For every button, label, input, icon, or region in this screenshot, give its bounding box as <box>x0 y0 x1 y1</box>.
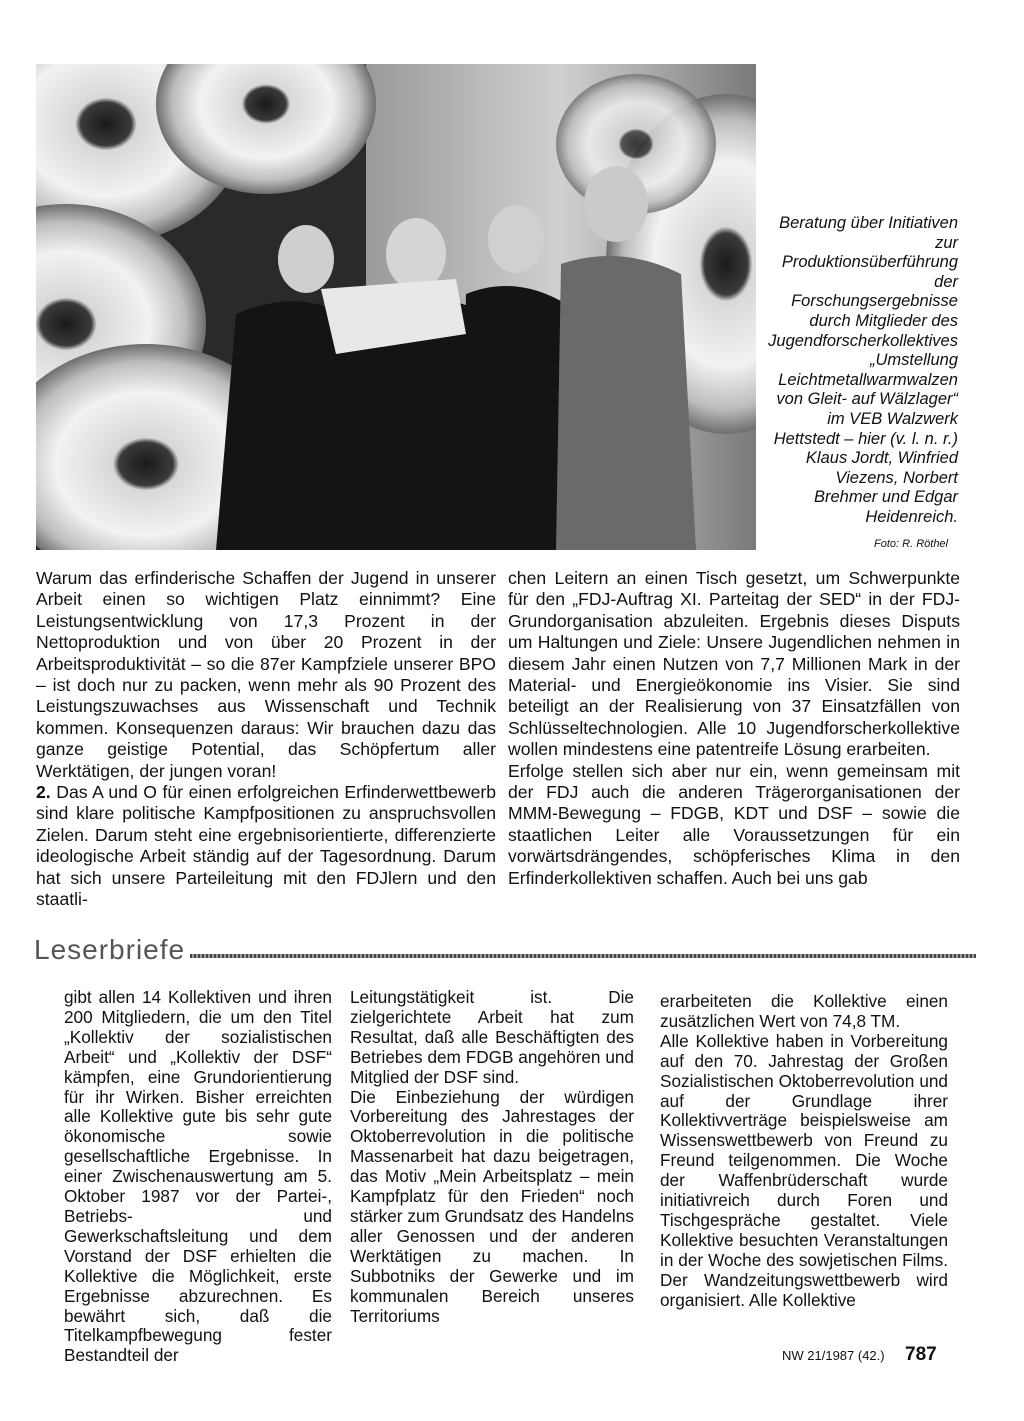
paragraph-numbered <box>36 782 496 910</box>
paragraph: Warum das erfinderische Schaffen der Jugend in unserer Arbeit einen so wichtigen Platz einnimmt? Eine Leistungsentwicklung von 17,3 Prozent in der Nettoproduktion und von über 20 Prozent in der Arbeitsproduktivität – so die 87er Kampfziele unserer BPO – ist doch nur zu packen, wenn mehr als 90 Prozent des Leistungszuwachses aus Wissenschaft und Technik kommen. Konsequenzen daraus: Wir brauchen dazu das ganze geistige Potential, das Schöpfertum aller Werktätigen, der jungen voran! <box>36 568 496 781</box>
paragraph: erarbeiteten die Kollektive einen zusätzlichen Wert von 74,8 TM. <box>660 991 948 1031</box>
article-column-upper-left <box>36 568 496 911</box>
paragraph: Die Einbeziehung der würdigen Vorbereitung des Jahrestages der Oktoberrevolution in die politische Massenarbeit hat dazu beigetragen, das Motiv „Mein Arbeitsplatz – mein Kampfplatz für den Frieden“ noch stärker zum Grundsatz des Handelns aller Genossen und der anderen Werktätigen zu machen. In Subbotniks der Gewerke und im kommunalen Bereich unseres Territoriums <box>350 1086 634 1326</box>
article-column-upper-right <box>508 568 960 889</box>
section-header <box>34 934 974 974</box>
paragraph: Leitungstätigkeit ist. Die zielgerichtete Arbeit hat zum Resultat, daß alle Beschäftigten des Betriebes dem FDGB angehören und Mitglied der DSF sind. <box>350 987 634 1087</box>
page-number: 787 <box>905 1344 937 1365</box>
paragraph-text: Das A und O für einen erfolgreichen Erfinderwettbewerb sind klare politische Kampfpositionen zu anspruchsvollen Zielen. Darum steht eine ergebnisorientierte, differenzierte ideologische Arbeit ständig auf der Tagesordnung. Darum hat sich unsere Parteileitung mit den FDJlern und den staatli- <box>36 782 496 910</box>
paragraph: Erfolge stellen sich aber nur ein, wenn gemeinsam mit der FDJ auch die anderen Trägerorganisationen der MMM-Bewegung – FDGB, KDT und DSF – sowie die staatlichen Leiter alle Voraussetzungen für ein vorwärtsdrängendes, schöpferisches Klima in den Erfinderkollektiven schaffen. Auch bei uns gab <box>508 760 960 888</box>
letters-column-3 <box>660 992 948 1311</box>
letters-column-1 <box>64 988 332 1366</box>
photo-caption: Beratung über Initiativen zur Produktionsüberführung der Forschungsergebnisse durch Mitglieder des Jugendforscherkollektives „Umstellung Leichtmetallwarmwalzen von Gleit- auf Wälzlager“ im VEB Walzwerk Hettstedt – hier (v. l. n. r.) Klaus Jordt, Winfried Viezens, Norbert Brehmer und Edgar Heidenreich. <box>768 214 958 526</box>
section-title: Leserbriefe <box>34 934 186 965</box>
article-photo <box>36 64 756 550</box>
section-divider <box>190 954 976 958</box>
letters-column-2 <box>350 988 634 1326</box>
paragraph-number: 2. <box>36 782 51 803</box>
photo-illustration <box>36 64 756 550</box>
issue-reference: NW 21/1987 (42.) <box>782 1348 885 1363</box>
paragraph: chen Leitern an einen Tisch gesetzt, um Schwerpunkte für den „FDJ-Auftrag XI. Parteitag der SED“ in der FDJ-Grundorganisation abzuleiten. Ergebnis dieses Disputs um Haltungen und Ziele: Unsere Jugendlichen nehmen in diesem Jahr einen Nutzen von 7,7 Millionen Mark in der Material- und Energieökonomie ins Visier. Sie sind beteiligt an der Realisierung von 37 Einsatzfällen von Schlüsseltechnologien. Alle 10 Jugendforscherkollektive wollen mindestens eine patentreife Lösung erarbeiten. <box>508 568 960 760</box>
paragraph: gibt allen 14 Kollektiven und ihren 200 Mitgliedern, die um den Titel „Kollektiv der sozialistischen Arbeit“ und „Kollektiv der DSF“ kämpfen, eine Grundorientierung für ihr Wirken. Bisher erreichten alle Kollektive gute bis sehr gute ökonomische sowie gesellschaftliche Ergebnisse. In einer Zwischenauswertung am 5. Oktober 1987 vor der Partei-, Betriebs- und Gewerkschaftsleitung und dem Vorstand der DSF erhielten die Kollektive die Möglichkeit, erste Ergebnisse abzurechnen. Es bewährt sich, daß die Titelkampfbewegung fester Bestandteil der <box>64 987 332 1366</box>
photo-credit: Foto: R. Röthel <box>874 538 948 550</box>
paragraph: Alle Kollektive haben in Vorbereitung auf den 70. Jahrestag der Großen Sozialistischen Oktoberrevolution und auf der Grundlage ihrer Kollektivverträge beispielsweise am Wissenswettbewerb von Freund zu Freund teilgenommen. Die Woche der Waffenbrüderschaft wurde initiativreich durch Foren und Tischgespräche gestaltet. Viele Kollektive besuchten Veranstaltungen in der Woche des sowjetischen Films. Der Wandzeitungswettbewerb wird organisiert. Alle Kollektive <box>660 1030 948 1310</box>
